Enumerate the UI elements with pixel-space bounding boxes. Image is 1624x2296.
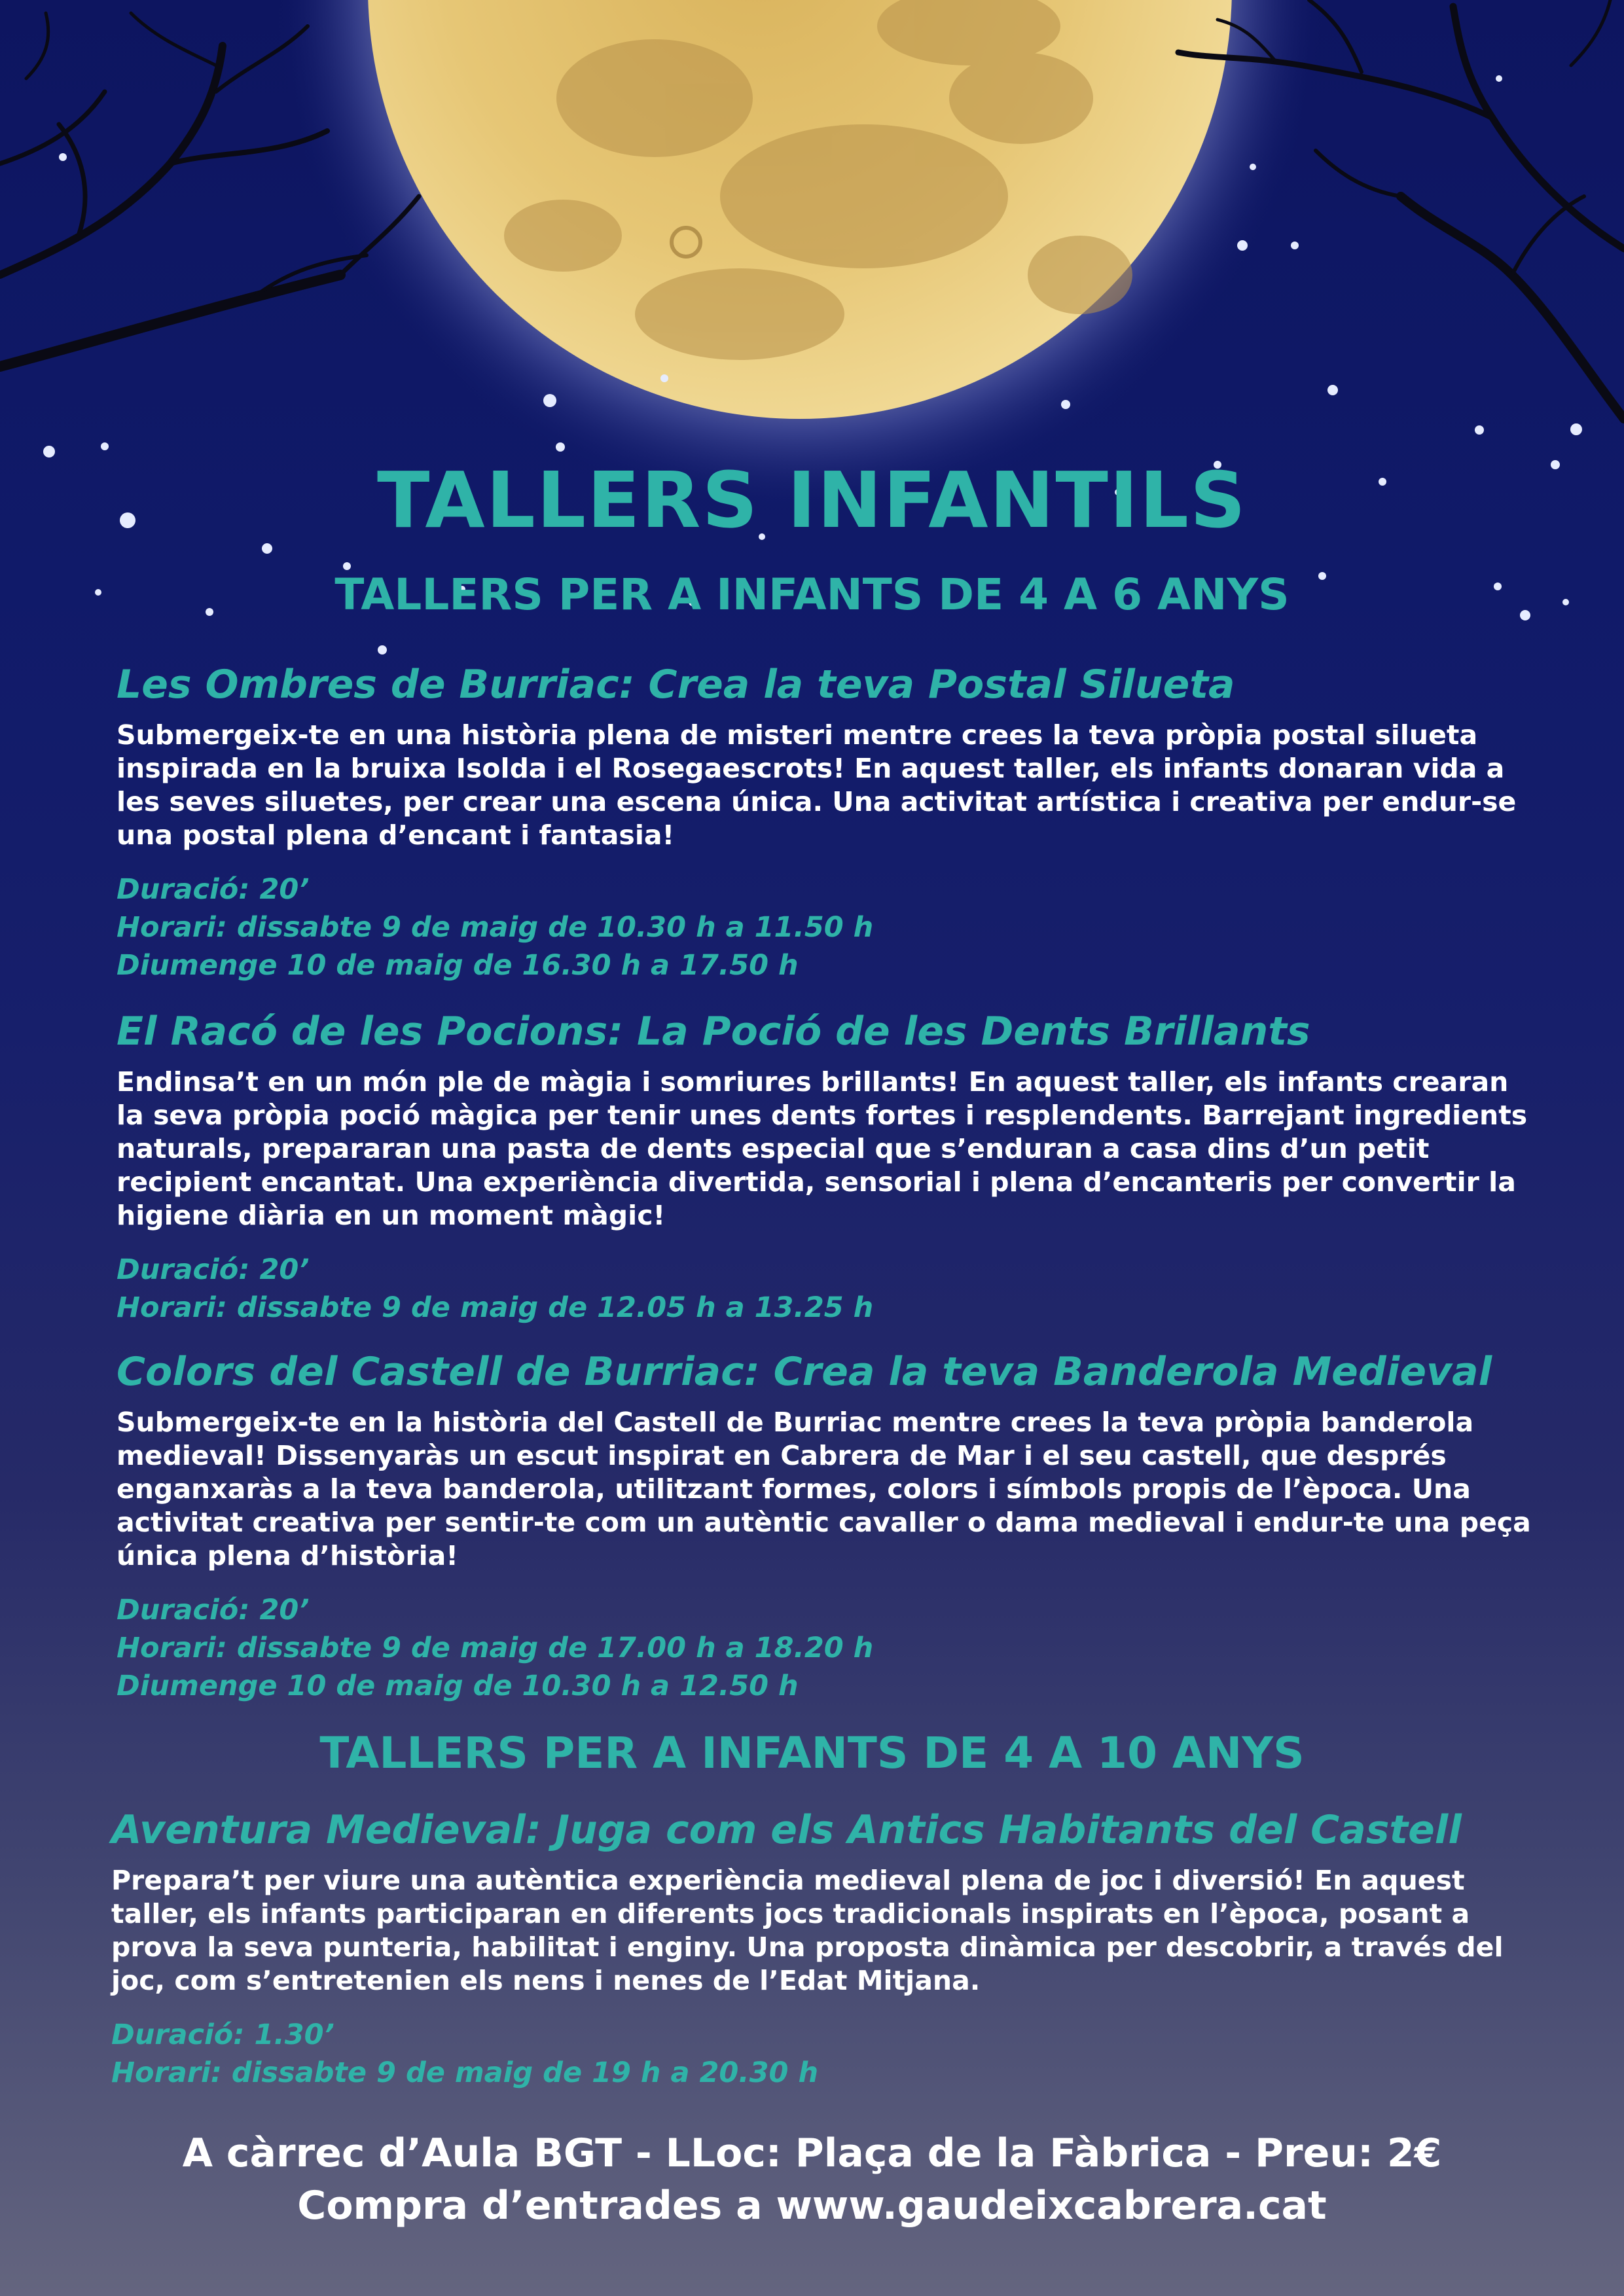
workshop-title: Les Ombres de Burriac: Crea la teva Postal Silueta: [117, 662, 1235, 708]
workshop-duration: Duració: 1.30’: [111, 2018, 334, 2051]
workshop-schedule: Horari: dissabte 9 de maig de 12.05 h a 13.25 h: [117, 1291, 874, 1324]
workshop-schedule: Horari: dissabte 9 de maig de 19 h a 20.30 h: [111, 2056, 819, 2089]
workshop-aventura-medieval: [111, 1806, 1532, 2092]
workshop-schedule: Horari: dissabte 9 de maig de 17.00 h a 18.20 h: [117, 1632, 874, 1664]
workshop-info: [117, 1251, 1537, 1327]
workshop-description: Prepara’t per viure una autèntica experiència medieval plena de joc i diversió! En aquest taller, els infants participaran en diferents jocs tradicionals inspirats en l’època, posant a prova la seva punteria, habilitat i enginy. Una proposta dinàmica per descobrir, a través del joc, com s’entretenien els nens i nenes de l’Edat Mitjana.: [111, 1865, 1504, 1996]
section-title-ages-4-10: TALLERS PER A INFANTS DE 4 A 10 ANYS: [319, 1728, 1305, 1778]
workshop-ombres-de-burriac: [117, 661, 1537, 984]
workshop-title: Aventura Medieval: Juga com els Antics Habitants del Castell: [111, 1807, 1462, 1853]
main-title: TALLERS INFANTILS: [377, 455, 1247, 545]
workshop-title: Colors del Castell de Burriac: Crea la teva Banderola Medieval: [117, 1349, 1492, 1395]
workshop-title: El Racó de les Pocions: La Poció de les Dents Brillants: [117, 1009, 1310, 1054]
workshop-schedule: Horari: dissabte 9 de maig de 10.30 h a 11.50 h: [117, 911, 874, 944]
footer-ticket-link[interactable]: Compra d’entrades a www.gaudeixcabrera.cat: [297, 2183, 1327, 2229]
workshop-duration: Duració: 20’: [117, 1253, 310, 1286]
workshop-duration: Duració: 20’: [117, 1594, 310, 1626]
workshop-info: [111, 2016, 1532, 2092]
workshop-info: [117, 870, 1537, 984]
workshop-duration: Duració: 20’: [117, 873, 310, 906]
workshop-schedule: Diumenge 10 de maig de 16.30 h a 17.50 h: [117, 949, 799, 982]
workshop-colors-del-castell: [117, 1348, 1537, 1705]
workshop-raco-de-les-pocions: [117, 1008, 1537, 1327]
section-title-ages-4-6: TALLERS PER A INFANTS DE 4 A 6 ANYS: [334, 569, 1290, 620]
workshop-description: Submergeix-te en una història plena de misteri mentre crees la teva pròpia postal silueta inspirada en la bruixa Isolda i el Rosegaescrots! En aquest taller, els infants donaran vida a les seves siluetes, per crear una escena única. Una activitat artística i creativa per endur-se una postal plena d’encant i fantasia!: [117, 719, 1517, 851]
workshop-schedule: Diumenge 10 de maig de 10.30 h a 12.50 h: [117, 1670, 799, 1702]
night-sky-illustration: [0, 0, 1624, 655]
footer-organizer-location-price: A càrrec d’Aula BGT - LLoc: Plaça de la Fàbrica - Preu: 2€: [182, 2130, 1442, 2176]
workshop-info: [117, 1591, 1537, 1705]
workshop-description: Submergeix-te en la història del Castell de Burriac mentre crees la teva pròpia banderola medieval! Dissenyaràs un escut inspirat en Cabrera de Mar i el seu castell, que després enganxaràs a la teva banderola, utilitzant formes, colors i símbols propis de l’època. Una activitat creativa per sentir-te com un autèntic cavaller o dama medieval i endur-te una peça única plena d’història!: [117, 1407, 1531, 1571]
workshop-description: Endinsa’t en un món ple de màgia i somriures brillants! En aquest taller, els infants crearan la seva pròpia poció màgica per tenir unes dents fortes i resplendents. Barrejant ingredients naturals, prepararan una pasta de dents especial que s’enduran a casa dins d’un petit recipient encantat. Una experiència divertida, sensorial i plena d’encanteris per convertir la higiene diària en un moment màgic!: [117, 1066, 1528, 1231]
